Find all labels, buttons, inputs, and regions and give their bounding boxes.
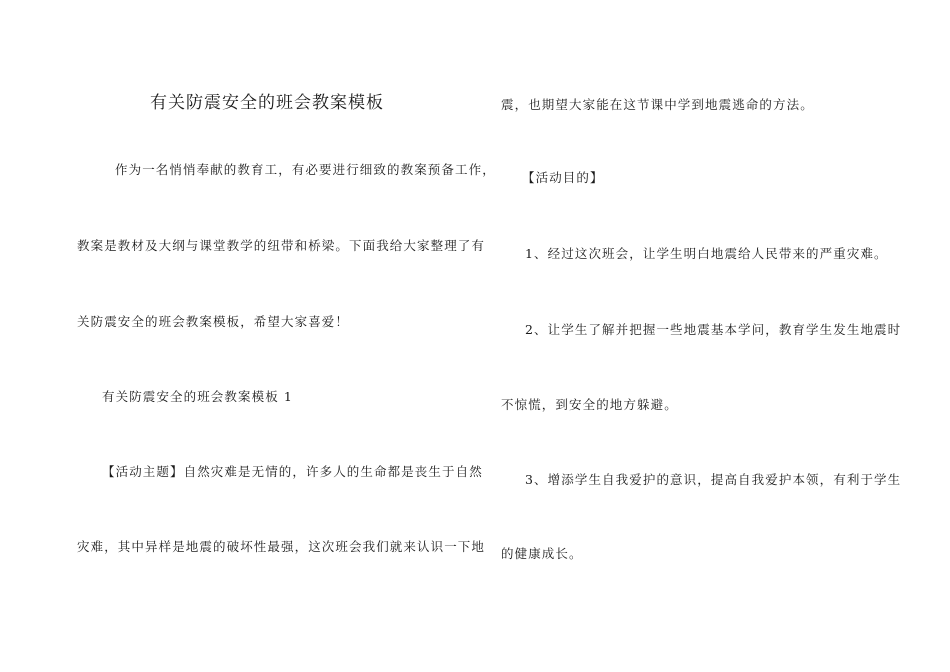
left-paragraph-line-4: 【活动主题】自然灾难是无情的，许多人的生命都是丧生于自然 <box>102 464 483 479</box>
left-paragraph-line-2: 教案是教材及大纲与课堂教学的纽带和桥梁。下面我给大家整理了有 <box>77 238 486 253</box>
section-heading: 有关防震安全的班会教案模板 1 <box>102 389 293 404</box>
purpose-item-2: 2、让学生了解并把握一些地震基本学问，教育学生发生地震时 <box>525 322 902 337</box>
document-title: 有关防震安全的班会教案模板 <box>150 93 384 113</box>
purpose-item-2-cont: 不惊慌，到安全的地方躲避。 <box>501 397 678 412</box>
left-paragraph-line-5: 灾难，其中异样是地震的破坏性最强，这次班会我们就来认识一下地 <box>77 539 486 554</box>
left-paragraph-line-3: 关防震安全的班会教案模板，希望大家喜爱！ <box>77 314 350 329</box>
activity-purpose-heading: 【活动目的】 <box>522 170 604 185</box>
purpose-item-1: 1、经过这次班会，让学生明白地震给人民带来的严重灾难。 <box>525 246 888 261</box>
right-paragraph-line-1: 震，也期望大家能在这节课中学到地震逃命的方法。 <box>501 97 814 112</box>
purpose-item-3: 3、增添学生自我爱护的意识，提高自我爱护本领，有利于学生 <box>525 472 902 487</box>
left-paragraph-line-1: 作为一名悄悄奉献的教育工，有必要进行细致的教案预备工作， <box>115 162 496 177</box>
purpose-item-3-cont: 的健康成长。 <box>501 546 583 561</box>
